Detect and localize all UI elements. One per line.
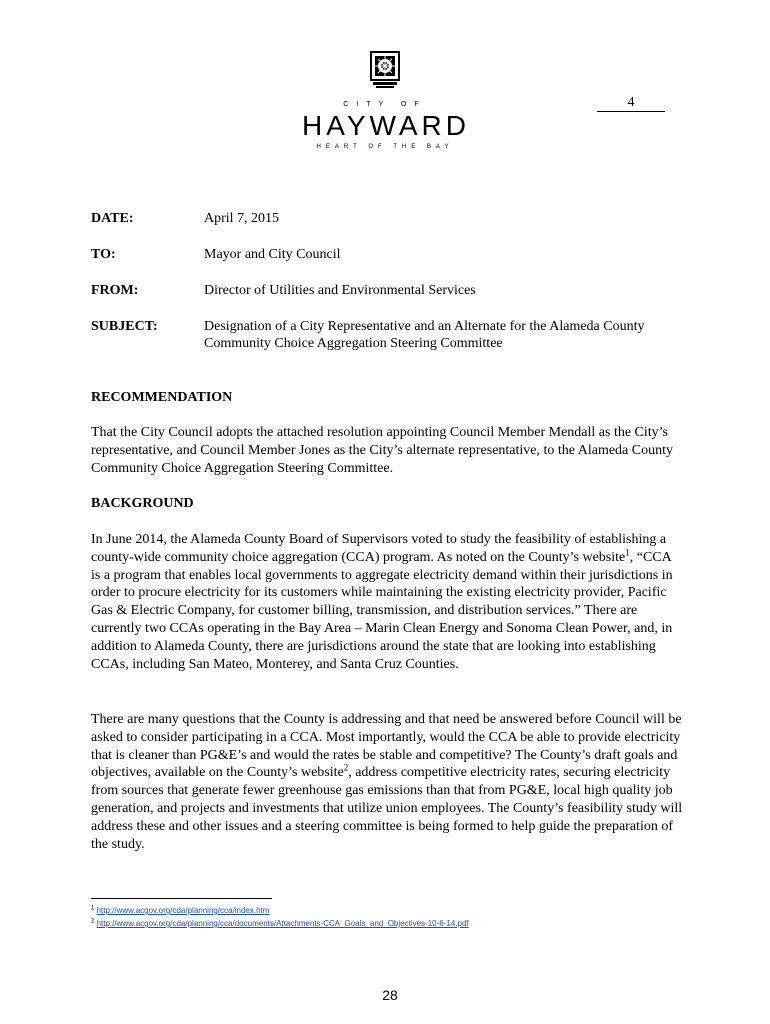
footnote-divider [91, 898, 272, 899]
memo-from-value: Director of Utilities and Environmental Services [204, 283, 476, 298]
footnote-1 [91, 906, 269, 916]
footnote-2 [91, 919, 469, 929]
city-seal-icon [369, 50, 401, 90]
memo-date-label: DATE: [91, 211, 134, 226]
memo-to-label: TO: [91, 247, 116, 262]
page-number: 28 [382, 987, 398, 1003]
footnote-1-number: 1 [91, 905, 95, 912]
background-heading: BACKGROUND [91, 496, 194, 511]
agenda-item-number: 4 [597, 96, 665, 112]
background-p2-text-cont: , address competitive electricity rates, securing electricity from sources that generate fewer greenhouse gas emissions than that from PG&E, local high quality job generation, and projects and investments that utilize union employees. The County’s feasibility study will address these and other issues and a steering committee is being formed to help guide the preparation of the study. [91, 765, 683, 852]
footnote-2-link[interactable]: http://www.acgov.org/cda/planning/cca/documents/Attachments-CCA_Goals_and_Objectives-10-6-14.pdf [96, 919, 469, 928]
background-paragraph-1 [91, 531, 683, 673]
footnote-ref-2: 2 [343, 762, 349, 773]
background-p1-text-cont: , “CCA is a program that enables local governments to aggregate electricity demand within their jurisdictions in order to procure electricity for its customers while maintaining the existing electricity provider, Pacific Gas & Electric Company, for customer billing, transmission, and distribution services.” There are currently two CCAs operating in the Bay Area – Marin Clean Energy and Sonoma Clean Power, and, in addition to Alameda County, there are jurisdictions around the state that are looking into establishing CCAs, including San Mateo, Monterey, and Santa Cruz Counties. [91, 549, 673, 672]
letterhead-city-of: CITY OF [343, 101, 427, 108]
background-p1-text: In June 2014, the Alameda County Board of Supervisors voted to study the feasibility of establishing a county-wide community choice aggregation (CCA) program. As noted on the County’s website [91, 532, 667, 565]
footnote-1-link[interactable]: http://www.acgov.org/cda/planning/cca/index.htm [96, 906, 270, 915]
memo-subject-label: SUBJECT: [91, 319, 158, 334]
background-p2-text: There are many questions that the County is addressing and that need be answered before Council will be asked to consider participating in a CCA. Most importantly, would the CCA be able to provide electricity that is cleaner than PG&E’s and would the rates be stable and competitive? The County’s draft goals and objectives, available on the County’s website [91, 712, 682, 781]
memo-to-value: Mayor and City Council [204, 247, 341, 262]
footnote-2-number: 2 [91, 918, 95, 925]
memo-date-value: April 7, 2015 [204, 211, 280, 226]
background-paragraph-2 [91, 711, 683, 853]
memo-from-label: FROM: [91, 283, 139, 298]
recommendation-heading: RECOMMENDATION [91, 390, 233, 405]
letterhead-tagline: HEART OF THE BAY [316, 144, 454, 150]
recommendation-text: That the City Council adopts the attached resolution appointing Council Member Mendall as the City’s representative, and Council Member Jones as the City’s alternate representative, to the Alameda County Community Choice Aggregation Steering Committee. [91, 425, 673, 476]
letterhead-city-name: HAYWARD [302, 110, 470, 141]
footnote-ref-1: 1 [625, 547, 630, 558]
memo-subject-value: Designation of a City Representative and an Alternate for the Alameda County Community Choice Aggregation Steering Committee [204, 319, 645, 351]
